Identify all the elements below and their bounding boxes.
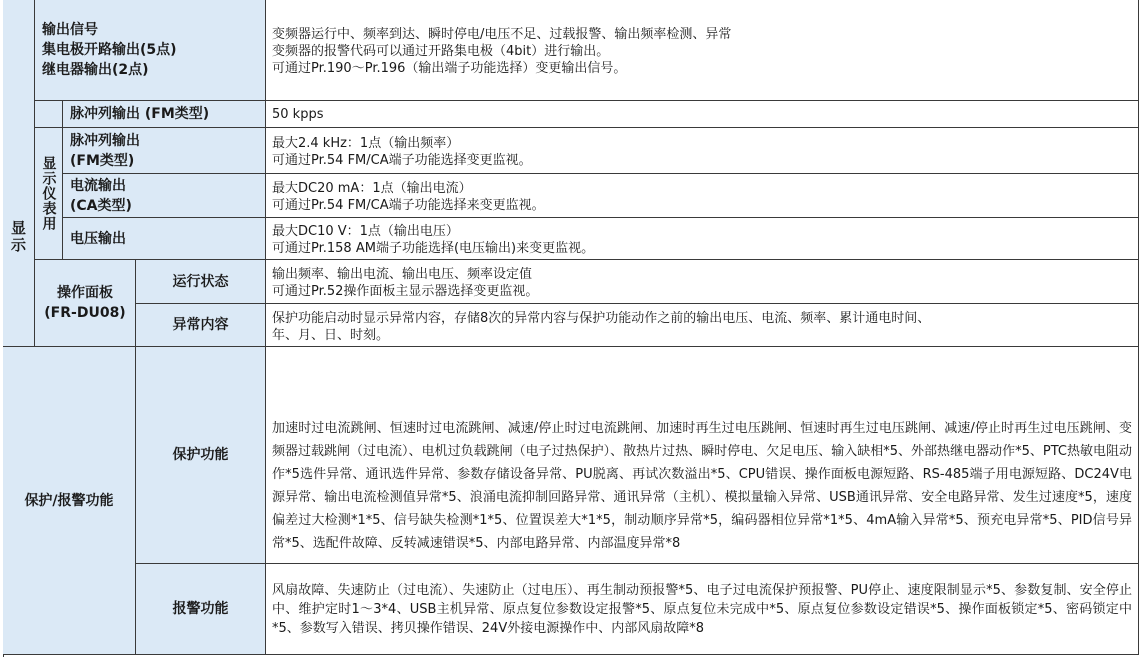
fault-content-label: 异常内容 xyxy=(136,304,266,347)
fault-content-content xyxy=(266,304,1139,347)
content-line: 年、月、日、时刻。 xyxy=(272,327,390,343)
content-line: 变频器的报警代码可以通过开路集电极（4bit）进行输出。 xyxy=(272,44,610,59)
content-line: 输出频率、输出电流、输出电压、频率设定值 xyxy=(272,267,533,282)
fm-pulse-label-line: 脉冲列输出 xyxy=(70,132,140,149)
content-line: 最大2.4 kHz：1点（输出频率） xyxy=(272,136,460,151)
ca-current-content xyxy=(266,174,1139,218)
content-line: 变频器运行中、频率到达、瞬时停电/电压不足、过载报警、输出频率检测、异常 xyxy=(272,27,732,42)
output-signal-label-line: 继电器输出(2点) xyxy=(42,62,149,78)
pulse-train-indent xyxy=(35,101,63,128)
ca-current-label-line: (CA类型) xyxy=(70,197,132,214)
content-line: 保护功能启动时显示异常内容，存储8次的异常内容与保护功能动作之前的输出电压、电流、频率、累计通电时间、 xyxy=(272,310,931,326)
pulse-train-value xyxy=(266,101,1139,128)
alarm-function-text: 风扇故障、失速防止（过电流）、失速防止（过电压）、再生制动预报警*5、电子过电流保护预报警、PU停止、速度限制显示*5、参数复制、安全停止中、维护定时1～3*4、USB主机异常、原点复位参数设定报警*5、原点复位未完成中*5、原点复位参数设定错误*5、操作面板锁定*5、密码锁定中*5、参数写入错误、拷贝操作错误、24V外接电源操作中、内部风扇故障*8 xyxy=(272,582,1132,636)
panel-label xyxy=(35,260,136,347)
content-line: 可通过Pr.158 AM端子功能选择(电压输出)来变更监视。 xyxy=(272,241,595,256)
content-line: 可通过Pr.54 FM/CA端子功能选择变更监视。 xyxy=(272,153,532,168)
content-line: 最大DC10 V：1点（输出电压） xyxy=(272,224,459,239)
ca-current-label xyxy=(63,174,266,218)
display-group-label xyxy=(3,128,35,347)
meter-label xyxy=(35,128,63,260)
fm-pulse-label-line: (FM类型) xyxy=(70,152,135,169)
meter-label-text: 显示仪表用 xyxy=(40,156,57,231)
panel-label-line: (FR-DU08) xyxy=(44,305,126,321)
ca-current-label-line: 电流输出 xyxy=(70,177,126,194)
content-line: 可通过Pr.190～Pr.196（输出端子功能选择）变更输出信号。 xyxy=(272,61,627,76)
protective-function-content xyxy=(266,347,1139,564)
voltage-output-content xyxy=(266,218,1139,260)
output-group-strip xyxy=(3,0,35,128)
display-group-text: 显示 xyxy=(9,220,27,254)
panel-label-line: 操作面板 xyxy=(57,285,113,301)
alarm-function-label: 报警功能 xyxy=(136,564,266,655)
protective-function-text: 加速时过电流跳闸、恒速时过电流跳闸、减速/停止时过电流跳闸、加速时再生过电压跳闸、恒速时再生过电压跳闸、减速/停止时再生过电压跳闸、变频器过载跳闸（过电流）、电机过负载跳闸（电子过热保护）、散热片过热、瞬时停电、欠足电压、输入缺相*5、外部热继电器动作*5、PTC热敏电阻动作*5选件异常、通讯选件异常、参数存储设备异常、PU脱离、再试次数溢出*5、CPU错误、操作面板电源短路、RS-485端子用电源短路、DC24V电源异常、输出电流检测值异常*5、浪涌电流抑制回路异常、通讯异常（主机）、模拟量输入异常、USB通讯异常、安全电路异常、发生过速度*5，速度偏差过大检测*1*5、信号缺失检测*1*5、位置误差大*1*5，制动顺序异常*5，编码器相位异常*1*5、4mA输入异常*5、预充电异常*5、PID信号异常*5、选配件故障、反转减速错误*5、内部电路异常、内部温度异常*8 xyxy=(272,421,1132,551)
output-signal-label-line: 输出信号 xyxy=(42,22,98,38)
content-line: 可通过Pr.52操作面板主显示器选择变更监视。 xyxy=(272,284,539,299)
output-signal-content xyxy=(266,0,1139,101)
output-signal-label xyxy=(35,0,266,101)
content-line: 最大DC20 mA：1点（输出电流） xyxy=(272,181,472,196)
pulse-train-rate: 50 kpps xyxy=(272,106,324,122)
content-line: 可通过Pr.54 FM/CA端子功能选择来变更监视。 xyxy=(272,198,545,213)
output-signal-label-line: 集电极开路输出(5点) xyxy=(42,42,177,58)
voltage-output-label: 电压输出 xyxy=(63,218,266,260)
pulse-train-label: 脉冲列输出 (FM类型) xyxy=(63,101,266,128)
fm-pulse-label xyxy=(63,128,266,174)
running-status-content xyxy=(266,260,1139,304)
protective-function-label: 保护功能 xyxy=(136,347,266,564)
fm-pulse-content xyxy=(266,128,1139,174)
alarm-function-content xyxy=(266,564,1139,655)
protection-group-label: 保护/报警功能 xyxy=(3,347,136,655)
running-status-label: 运行状态 xyxy=(136,260,266,304)
